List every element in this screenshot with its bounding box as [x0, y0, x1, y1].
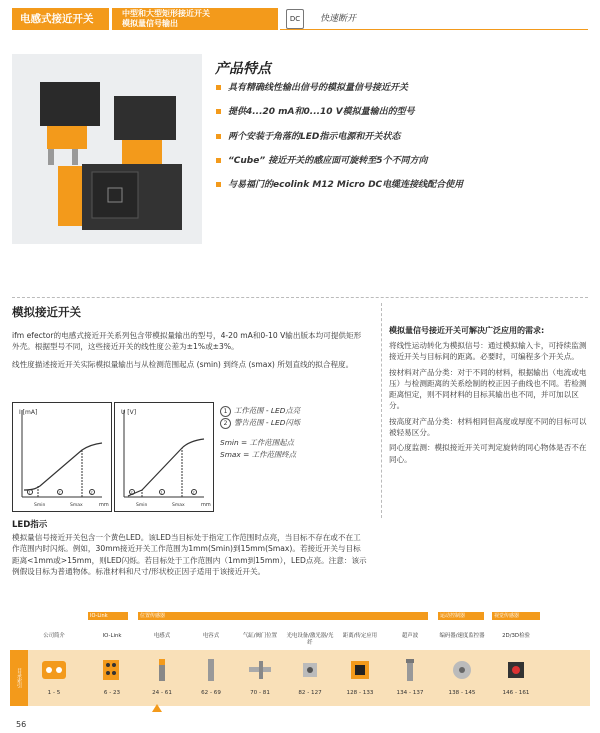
header-connection-label: 快速断开 — [320, 14, 357, 24]
nav-page-range: 82 - 127 — [298, 690, 322, 696]
zone-label: 2 — [192, 490, 195, 495]
bullet-icon — [216, 134, 221, 139]
intro-paragraph: ifm efector的电感式接近开关系列包含带模拟量输出的型号，4-20 mA和0-10 V输出版本均可提供矩形外壳。根据型号不同，这些接近开关的线性度公差为±1%或±3%。 — [12, 331, 362, 352]
feature-item: 提供4...20 mA和0...10 V模拟量输出的型号 — [216, 106, 596, 130]
x-tick-smin: Smin — [34, 503, 46, 508]
x-tick-smax: Smax — [70, 503, 83, 508]
nav-item-label[interactable]: 电感式 — [153, 633, 171, 639]
applications-panel — [389, 325, 589, 469]
current-section-arrow-icon — [152, 704, 162, 712]
features-list — [216, 82, 596, 203]
bullet-icon — [216, 182, 221, 187]
bullet-icon — [216, 109, 221, 114]
nav-item-label[interactable]: 电容式 — [202, 633, 220, 639]
encoder-icon[interactable] — [444, 655, 480, 685]
application-paragraph: 按高度对产品分类：材料相同但高度或厚度不同的目标可以被轻易区分。 — [389, 416, 587, 438]
nav-item-label[interactable]: 光电设备/激光器/光纤 — [286, 633, 334, 646]
page-number: 56 — [16, 720, 27, 729]
io-link-module-icon[interactable] — [94, 655, 130, 685]
x-tick-smax: Smax — [172, 503, 185, 508]
application-paragraph: 同心度监测：模拟接近开关可判定旋转的同心物体是否不在同心。 — [389, 443, 587, 464]
linearity-paragraph: 线性度描述接近开关实际模拟量输出与从检测范围起点 (smin) 到终点 (smax) 所划直线的拟合程度。 — [12, 360, 354, 369]
nav-page-range: 146 - 161 — [502, 690, 530, 696]
current-output-chart — [12, 402, 112, 512]
legend-row: 1 工作范围 - LED点亮 — [220, 405, 370, 417]
zone-label: 1 — [28, 490, 31, 495]
header-subtitle-1: 中型和大型矩形接近开关 — [122, 9, 210, 18]
applications-title: 模拟量信号接近开关可解决广泛应用的需求: — [389, 326, 545, 335]
nav-item-label[interactable]: 2D/3D检验 — [502, 633, 530, 639]
photoelectric-sensor-icon[interactable] — [292, 655, 328, 685]
header-connection-tab — [280, 8, 588, 30]
application-paragraph: 将线性运动转化为模拟信号：通过模拟输入卡，可持续监测接近开关与目标间的距离。必要时，可编程多个开关点。 — [389, 341, 587, 362]
inductive-sensor-icon[interactable] — [144, 655, 180, 685]
nav-item-label[interactable]: 超声波 — [401, 633, 419, 639]
nav-group-label: 位置传感器 — [138, 612, 428, 620]
nav-item-label[interactable]: 公司简介 — [43, 633, 65, 639]
header-section-tab: 电感式接近开关 — [12, 8, 109, 30]
nav-item-label[interactable]: 编码器/速度监控器 — [439, 633, 485, 639]
header-subsection-tab — [112, 8, 278, 30]
catalog-index-label: 目录索引 — [10, 650, 28, 706]
x-tick-smin: Smin — [136, 503, 148, 508]
section-divider — [12, 297, 588, 298]
product-photo — [12, 54, 202, 244]
column-divider — [381, 303, 382, 518]
section-title: 模拟接近开关 — [12, 305, 81, 319]
nav-page-range: 70 - 81 — [250, 690, 270, 696]
voltage-output-chart — [114, 402, 214, 512]
capacitive-sensor-icon[interactable] — [193, 655, 229, 685]
zone-label: 2 — [90, 490, 93, 495]
y-axis-label: I [mA] — [19, 409, 38, 416]
nav-page-range: 128 - 133 — [346, 690, 374, 696]
distance-sensor-icon[interactable] — [342, 655, 378, 685]
zone-label: 1 — [160, 490, 163, 495]
chart-legend — [220, 405, 370, 461]
chart-frame — [13, 403, 112, 512]
zone-label: 2 — [130, 490, 133, 495]
nav-page-range: 6 - 23 — [103, 690, 121, 696]
led-title: LED指示 — [12, 520, 48, 530]
nav-page-range: 134 - 137 — [396, 690, 424, 696]
legend-smax: Smax = 工作范围终点 — [220, 450, 297, 459]
application-paragraph: 按材料对产品分类：对于不同的材料，根据输出（电流或电压）与检测距离的关系绘制的校正因子曲线也不同。若检测距离恒定，则不同材料的目标其输出也不同，并可加以区分。 — [389, 367, 587, 411]
nav-item-label[interactable]: IO-Link — [102, 633, 122, 639]
header-subtitle-2: 模拟量信号输出 — [122, 19, 178, 28]
x-axis-label: mm — [99, 502, 109, 508]
nav-page-range: 138 - 145 — [448, 690, 476, 696]
feature-item: “Cube” 接近开关的感应面可旋转至5个不同方向 — [216, 155, 596, 179]
zone-2-icon: 2 — [220, 418, 231, 429]
nav-item-label[interactable]: 距离/传定应用 — [342, 633, 378, 639]
zone-1-icon: 1 — [220, 406, 231, 417]
nav-page-range: 1 - 5 — [47, 690, 61, 696]
feature-item: 两个安装于角落的LED指示电源和开关状态 — [216, 131, 596, 155]
features-title: 产品特点 — [215, 61, 271, 77]
feature-item: 与易福门的ecolink M12 Micro DC电缆连接线配合使用 — [216, 179, 596, 203]
sensor-illustration — [12, 54, 202, 244]
legend-smin: Smin = 工作范围起点 — [220, 438, 294, 447]
cylinder-sensor-icon[interactable] — [242, 655, 278, 685]
nav-page-range: 24 - 61 — [152, 690, 172, 696]
nav-group-label: 运动控制器 — [438, 612, 484, 620]
zone-label: 2 — [58, 490, 61, 495]
nav-page-range: 62 - 69 — [201, 690, 221, 696]
company-logo-icon[interactable] — [36, 655, 72, 685]
led-paragraph: 模拟量信号接近开关包含一个黄色LED。该LED当目标处于指定工作范围时点亮，当目标不存在或不在工作范围内时闪烁。例如，30mm接近开关工作范围为1mm(Smin)到15mm(Smax)。若接近开关与目标距离<1mm或>15mm，则LED闪烁。若目标处于工作范围内（1mm到15mm），LED点亮。注意：该示例假设目标为普通物体。标准材料和尺寸/形状校正因子适用于该接近开关。 — [12, 533, 367, 576]
vision-sensor-icon[interactable] — [498, 655, 534, 685]
nav-item-label[interactable]: 气缸/阀门位置 — [242, 633, 278, 639]
ultrasonic-sensor-icon[interactable] — [392, 655, 428, 685]
bullet-icon — [216, 158, 221, 163]
dc-connector-icon: DC — [286, 9, 304, 29]
feature-item: 具有精确线性输出信号的模拟量信号接近开关 — [216, 82, 596, 106]
x-axis-label: mm — [201, 502, 211, 508]
legend-row: 2 警告范围 - LED闪烁 — [220, 417, 370, 429]
nav-group-label: 视觉传感器 — [492, 612, 540, 620]
bullet-icon — [216, 85, 221, 90]
nav-group-label: IO-Link — [88, 612, 128, 620]
y-axis-label: U [V] — [121, 409, 137, 416]
